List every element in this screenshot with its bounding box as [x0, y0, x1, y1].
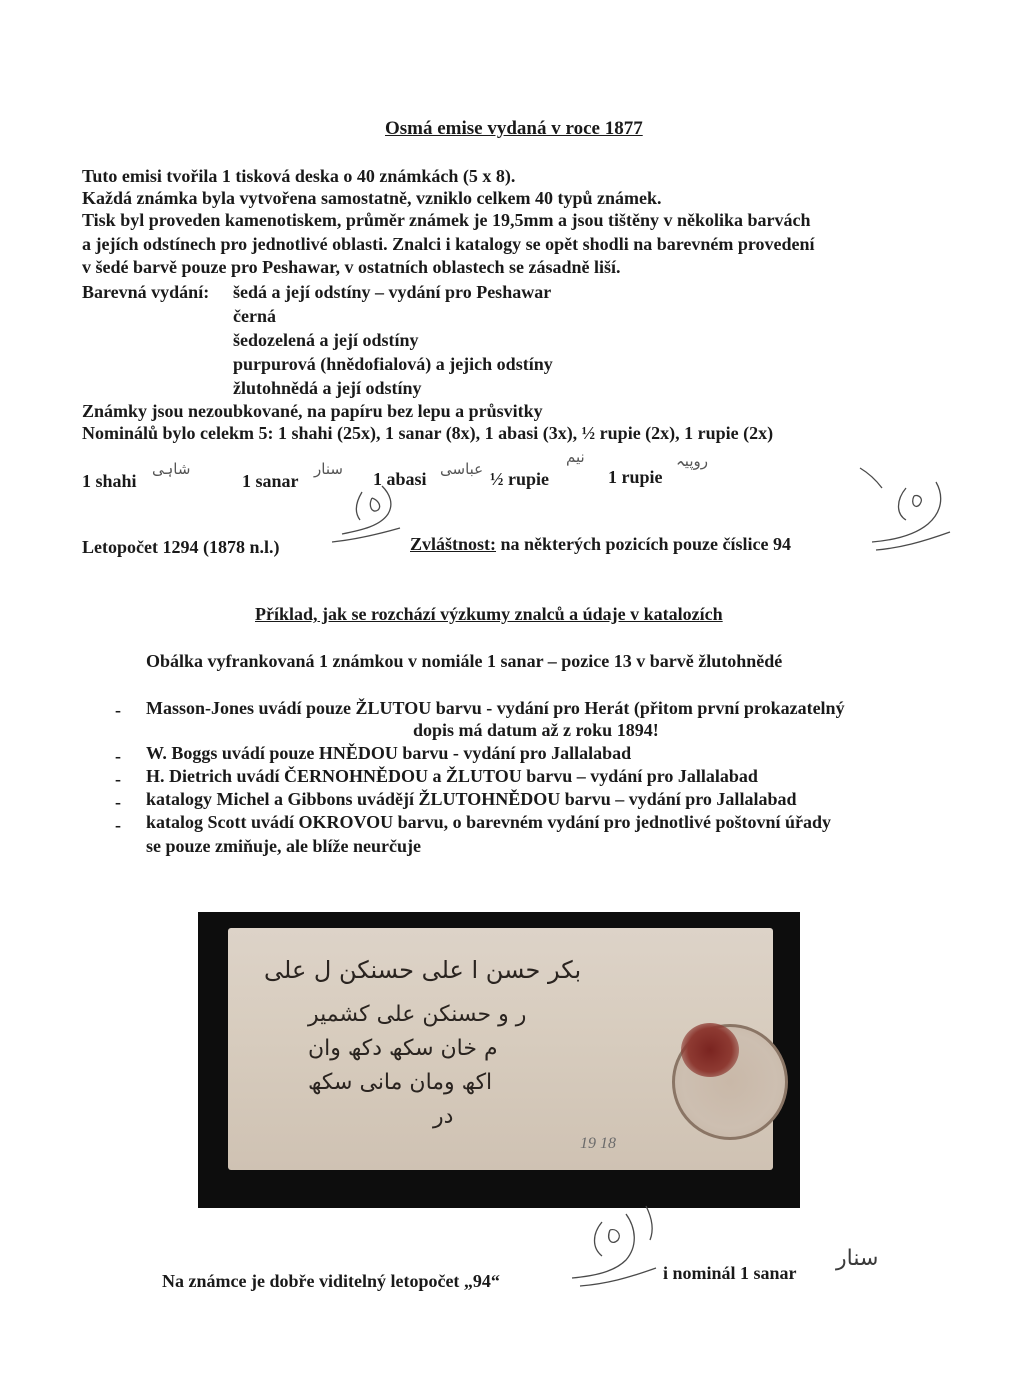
list-item: dopis má datum až z roku 1894!: [413, 720, 659, 740]
denomination-label: 1 shahi: [82, 471, 137, 491]
list-dash: -: [115, 792, 121, 812]
denomination-script: عباسی: [440, 460, 484, 478]
denomination-label: 1 sanar: [242, 471, 299, 491]
handwriting-line: ﻡ ﺧﺎﻥ ﺳﮑﮫ ﺩﮐﮫ ﻭﺍﻥ: [308, 1036, 498, 1061]
page-title: Osmá emise vydaná v roce 1877: [385, 118, 643, 139]
color-item: žlutohnědá a její odstíny: [233, 378, 422, 398]
intro-line: Každá známka byla vytvořena samostatně, vzniklo celkem 40 typů známek.: [82, 188, 662, 208]
bottom-note: Na známce je dobře viditelný letopočet „94“: [162, 1271, 500, 1291]
list-item: katalogy Michel a Gibbons uvádějí ŽLUTOHNĚDOU barvu – vydání pro Jallalabad: [146, 789, 797, 809]
color-item: purpurová (hnědofialová) a jejich odstíny: [233, 354, 553, 374]
stamp-sketch-94: [866, 478, 956, 558]
stamps-note: Známky jsou nezoubkované, na papíru bez lepu a průsvitky: [82, 401, 543, 421]
intro-line: a jejích odstínech pro jednotlivé oblasti. Znalci i katalogy se opět shodli na barevném provedení: [82, 234, 815, 254]
list-dash: -: [115, 746, 121, 766]
list-item: katalog Scott uvádí OKROVOU barvu, o barevném vydání pro jednotlivé poštovní úřady: [146, 812, 832, 832]
color-item: šedá a její odstíny – vydání pro Peshawar: [233, 282, 552, 302]
nominals-line: Nominálů bylo celekm 5: 1 shahi (25x), 1 sanar (8x), 1 abasi (3x), ½ rupie (2x), 1 rupie (2x): [82, 423, 774, 443]
handwriting-line: ﺍﮐﮫ ﻭﻣﺎﻥ ﻣﺎﻧﯽ ﺳﮑﮫ: [308, 1070, 493, 1095]
list-dash: -: [115, 769, 121, 789]
example-title: Příklad, jak se rozchází výzkumy znalců a údaje v katalozích: [255, 604, 723, 624]
list-dash: -: [115, 700, 121, 720]
list-item: se pouze zmiňuje, ale blíže neurčuje: [146, 836, 421, 856]
handwriting-line: ﺩﺭ: [433, 1104, 454, 1129]
pencil-note: 19 18: [580, 1135, 616, 1152]
stamp-seal: [672, 1024, 788, 1140]
stamp-sketch-94: [332, 484, 412, 554]
handwriting-line: ﺑﮑﺮ ﺣﺴﻦ ﺍ ﻋﻠﯽ ﺣﺴﻨﮑﻦ ﻝ ﻋﻠﯽ: [264, 956, 582, 984]
envelope: [228, 928, 773, 1170]
denomination-label: 1 abasi: [373, 469, 427, 489]
list-item: Masson-Jones uvádí pouze ŽLUTOU barvu - vydání pro Herát (přitom první prokazatelný: [146, 698, 845, 718]
special-note: [410, 533, 791, 556]
denomination-script: نیم: [566, 448, 585, 466]
handwriting-line: ﺭ ﻭ ﺣﺴﻨﮑﻦ ﻋﻠﯽ ﮐﺸﻤﯿﺮ: [308, 1002, 527, 1027]
list-item: H. Dietrich uvádí ČERNOHNĚDOU a ŽLUTOU barvu – vydání pro Jallalabad: [146, 766, 758, 786]
special-text: na některých pozicích pouze číslice 94: [496, 534, 791, 554]
denomination-label: 1 rupie: [608, 467, 663, 487]
red-postmark: [681, 1023, 739, 1077]
year-line: Letopočet 1294 (1878 n.l.): [82, 537, 280, 557]
colors-label: Barevná vydání:: [82, 282, 210, 302]
list-dash: -: [115, 815, 121, 835]
denomination-script: شاہی: [152, 460, 191, 478]
bottom-nominal: i nominál 1 sanar: [663, 1263, 797, 1283]
intro-line: Tuto emisi tvořila 1 tisková deska o 40 známkách (5 x 8).: [82, 166, 516, 186]
color-item: šedozelená a její odstíny: [233, 330, 419, 350]
denomination-label: ½ rupie: [490, 469, 550, 489]
list-item: W. Boggs uvádí pouze HNĚDOU barvu - vydání pro Jallalabad: [146, 743, 632, 763]
denomination-script: روپیہ: [676, 452, 708, 470]
color-item: černá: [233, 306, 276, 326]
intro-line: v šedé barvě pouze pro Peshawar, v ostatních oblastech se zásadně liší.: [82, 257, 621, 277]
stamp-sketch-94: [566, 1212, 666, 1292]
intro-line: Tisk byl proveden kamenotiskem, průměr známek je 19,5mm a jsou tištěny v několika barvách: [82, 210, 811, 230]
cover-photo: [198, 912, 800, 1208]
denomination-script: سنار: [314, 460, 343, 478]
nominal-script: سنار: [836, 1246, 879, 1271]
cover-description: Obálka vyfrankovaná 1 známkou v nomiále 1 sanar – pozice 13 v barvě žlutohnědé: [146, 651, 783, 671]
special-label: Zvláštnost:: [410, 534, 497, 554]
